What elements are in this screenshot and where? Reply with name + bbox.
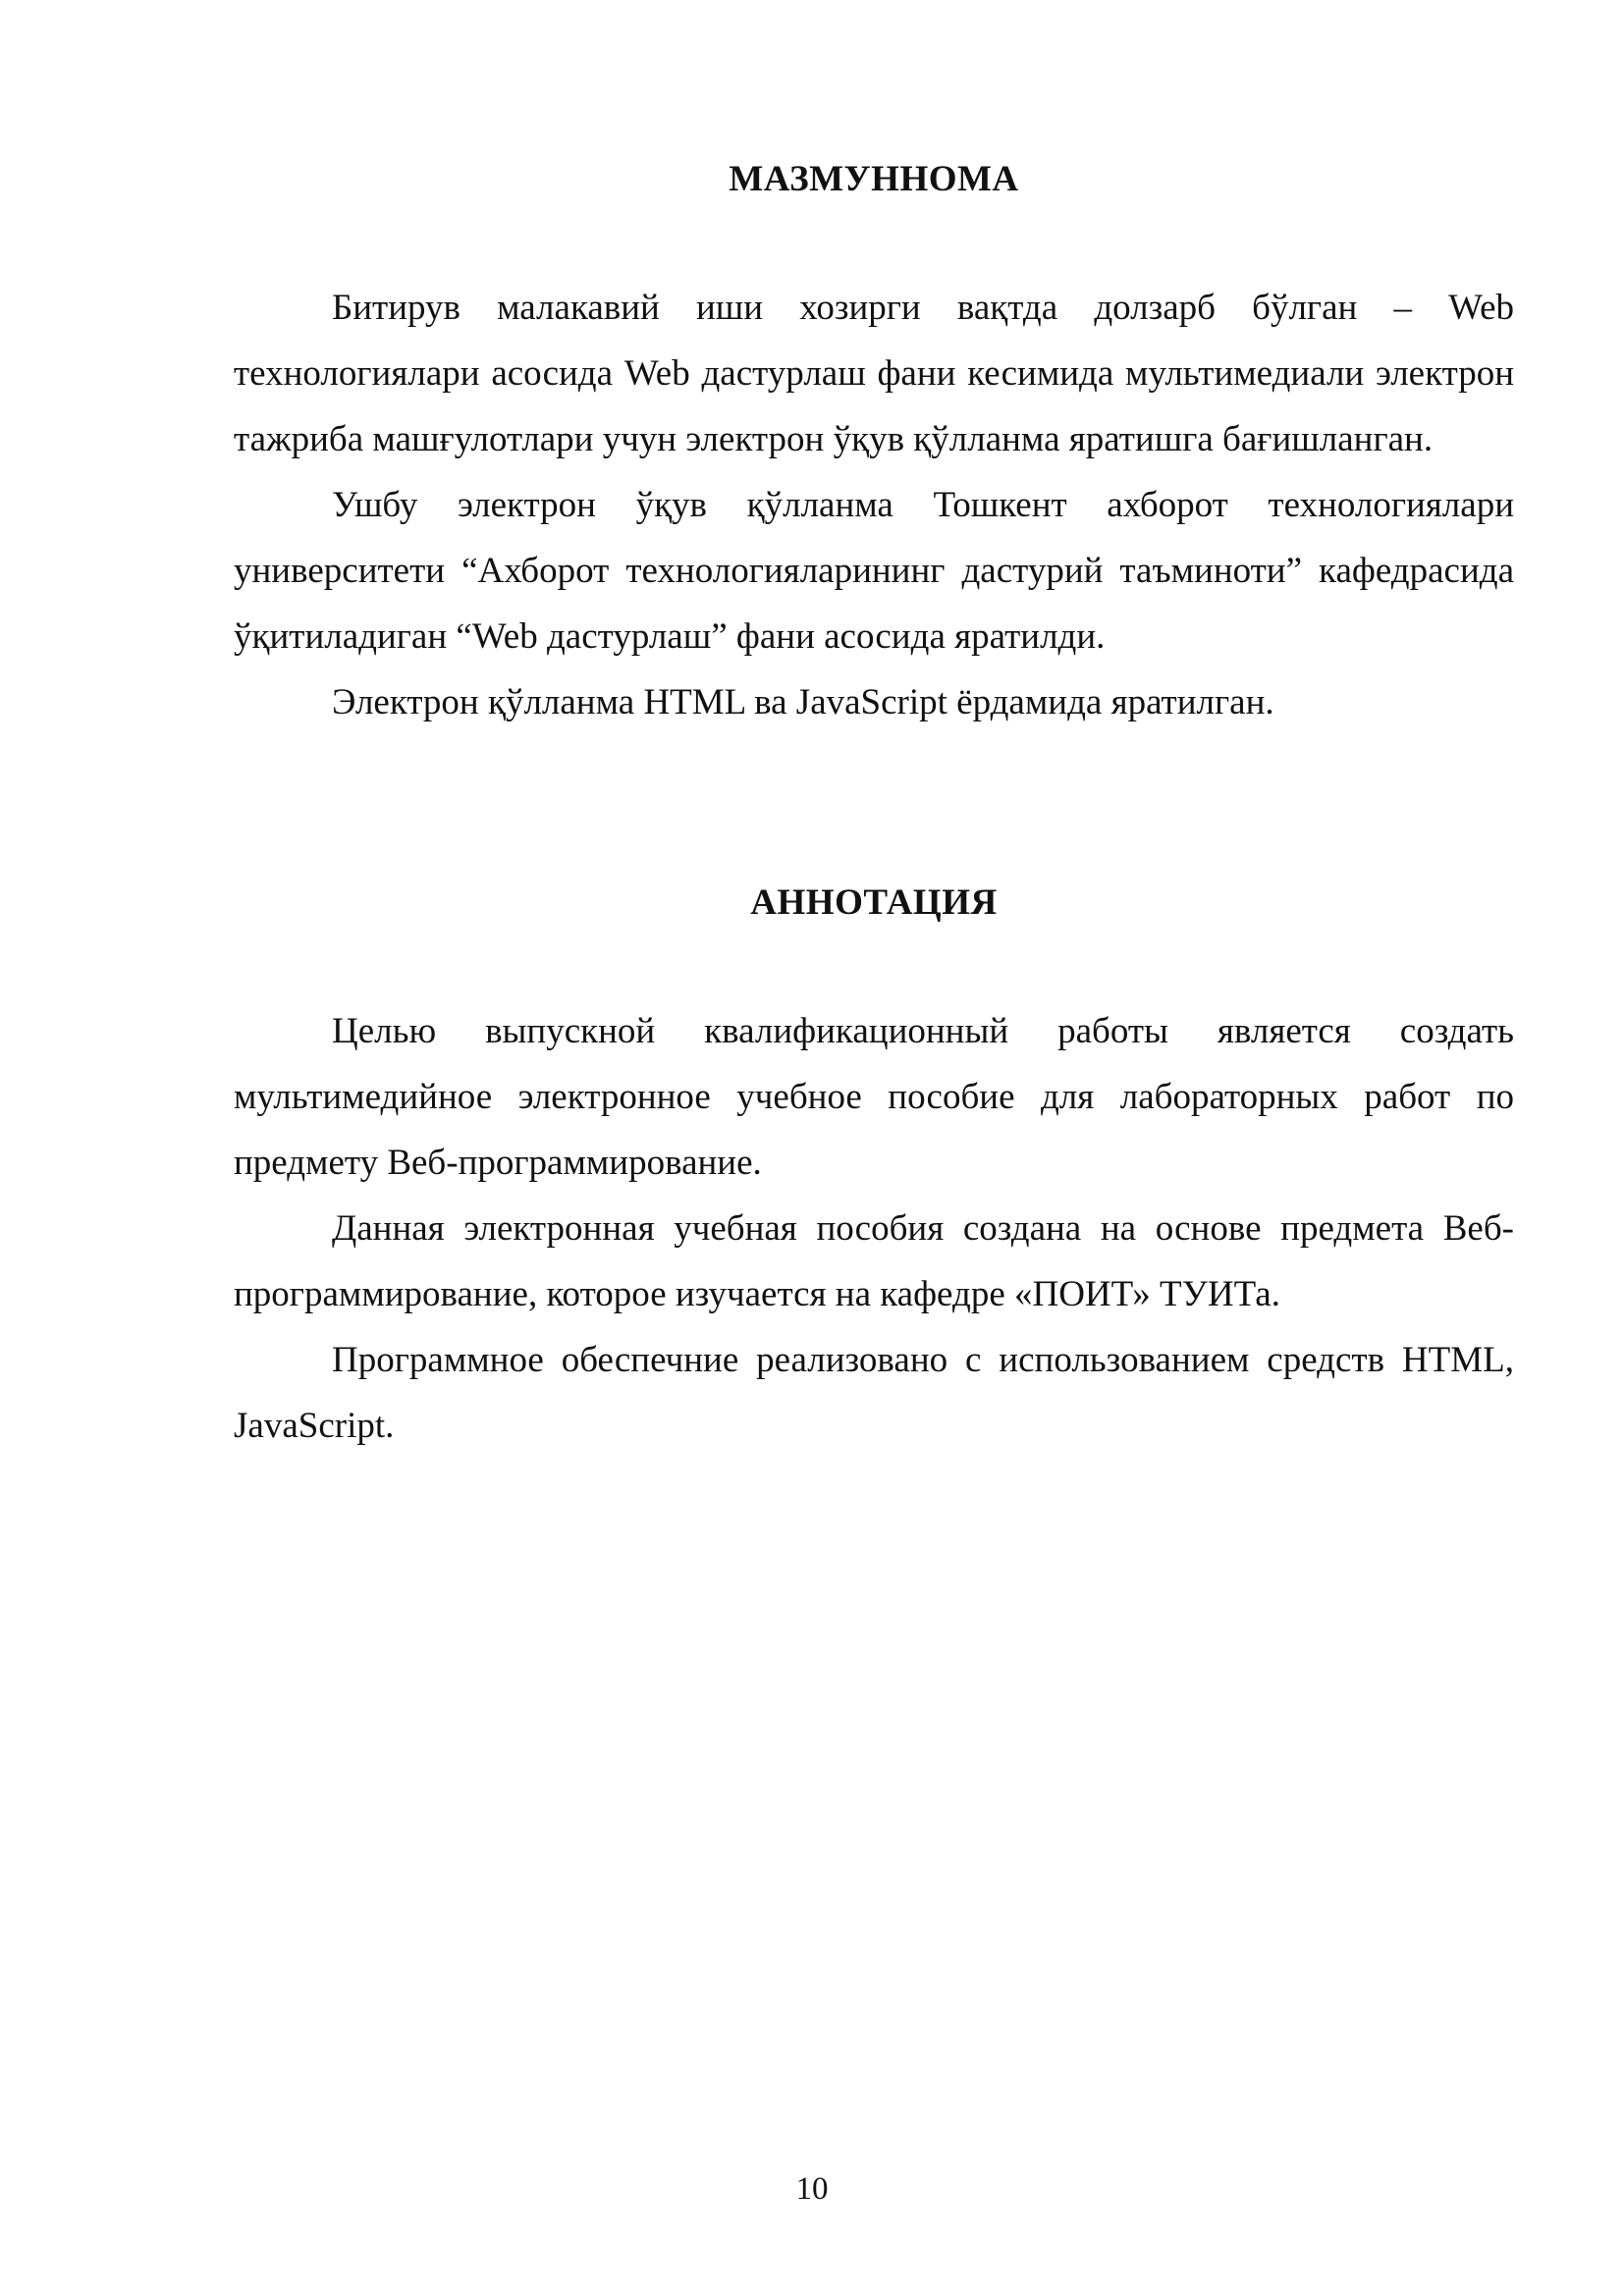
section-heading: МАЗМУННОМА xyxy=(729,159,1019,199)
paragraph: Целью выпускной квалификационный работы является создать мультимедийное электронное учебное пособие для лабораторных работ по предмету Веб-программирование. xyxy=(234,1011,1514,1183)
section-annotation xyxy=(234,871,1514,1459)
paragraph: Программное обеспечние реализовано с использованием средств HTML, JavaScript. xyxy=(234,1340,1514,1446)
section-mazmunnoma xyxy=(234,147,1514,735)
section-heading: АННОТАЦИЯ xyxy=(750,882,998,923)
paragraph: Битирув малакавий иши хозирги вақтда долзарб бўлган – Web технологиялари асосида Web дастурлаш фани кесимида мультимедиали электрон тажриба машғулотлари учун электрон ўқув қўлланма яратишга бағишланган. xyxy=(234,288,1514,459)
page-number: 10 xyxy=(795,2171,829,2207)
paragraph: Электрон қўлланма HTML ва JavaScript ёрдамида яратилган. xyxy=(332,682,1274,722)
paragraph: Ушбу электрон ўқув қўлланма Тошкент ахборот технологиялари университети “Ахборот технологияларининг дастурий таъминоти” кафедрасида ўқитиладиган “Web дастурлаш” фани асосида яратилди. xyxy=(234,485,1514,657)
paragraph: Данная электронная учебная пособия создана на основе предмета Веб-программирование, которое изучается на кафедре «ПОИТ» ТУИТа. xyxy=(234,1208,1514,1314)
